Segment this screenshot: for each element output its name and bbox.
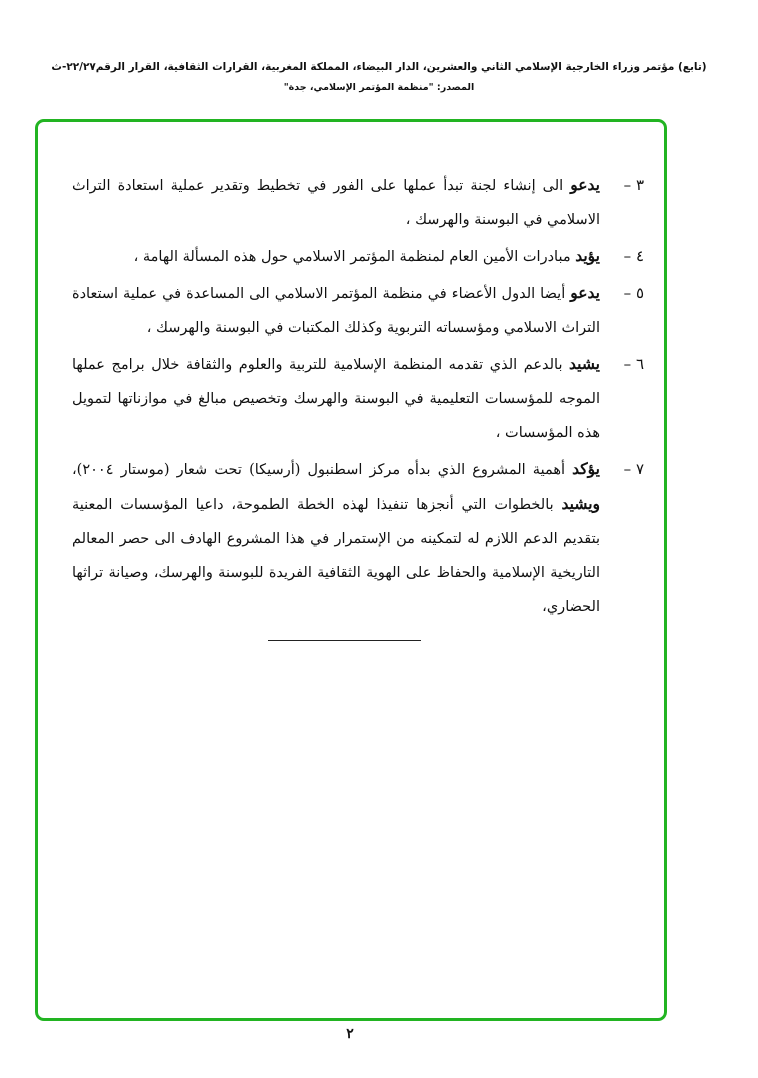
item-number: ٧ – <box>623 460 644 478</box>
resolution-items <box>72 168 644 626</box>
item-text: بالدعم الذي تقدمه المنظمة الإسلامية للتربية والعلوم والثقافة خلال برامج عملها الموجه للمؤسسات التعليمية في البوسنة والهرسك وتخصيص مبالغ في موازناتها لتمويل هذه المؤسسات ، <box>72 357 600 441</box>
item-text-2: بالخطوات التي أنجزها تنفيذا لهذه الخطة الطموحة، داعيا المؤسسات المعنية بتقديم الدعم اللازم له لتمكينه من الإستمرار في هذا المشروع الهادف الى حصر المعالم التاريخية الإسلامية والحفاظ على الهوية الثقافية الفريدة للبوسنة والهرسك، وصيانة تراثها الحضاري، <box>72 497 600 615</box>
item-number: ٦ – <box>623 355 644 373</box>
item-number: ٣ – <box>623 176 644 194</box>
item-text: الى إنشاء لجنة تبدأ عملها على الفور في تخطيط وتقدير عملية استعادة التراث الاسلامي في البوسنة والهرسك ، <box>72 178 600 228</box>
resolution-item-6 <box>72 347 644 450</box>
end-rule-divider <box>268 640 421 641</box>
item-text: مبادرات الأمين العام لمنظمة المؤتمر الاسلامي حول هذه المسألة الهامة ، <box>133 249 576 265</box>
page-number: ٢ <box>346 1026 354 1042</box>
resolution-item-4 <box>72 239 644 274</box>
item-verb: يشيد <box>569 354 600 373</box>
resolution-item-3 <box>72 168 644 237</box>
item-verb: يؤيد <box>575 246 600 265</box>
item-number: ٤ – <box>623 247 644 265</box>
item-verb: يؤكد <box>572 459 600 478</box>
item-verb: يدعو <box>570 283 600 302</box>
document-source: المصدر: "منظمة المؤتمر الإسلامي، جدة" <box>283 82 475 93</box>
item-verb: يدعو <box>570 175 600 194</box>
document-header-title: (تابع) مؤتمر وزراء الخارجية الإسلامي الثاني والعشرين، الدار البيضاء، المملكة المغربية، القرارات الثقافية، القرار الرقم٢٢/٢٧-ث <box>51 61 707 73</box>
document-header <box>40 60 718 95</box>
resolution-item-5 <box>72 276 644 345</box>
resolution-item-7 <box>72 452 644 624</box>
item-text: أهمية المشروع الذي بدأه مركز اسطنبول (أرسيكا) تحت شعار (موستار ٢٠٠٤)، <box>72 462 573 478</box>
item-verb-2: ويشيد <box>561 494 600 513</box>
item-text: أيضا الدول الأعضاء في منظمة المؤتمر الاسلامي الى المساعدة في عملية استعادة التراث الاسلامي ومؤسساته التربوية وكذلك المكتبات في البوسنة والهرسك ، <box>72 286 600 336</box>
item-number: ٥ – <box>623 284 644 302</box>
